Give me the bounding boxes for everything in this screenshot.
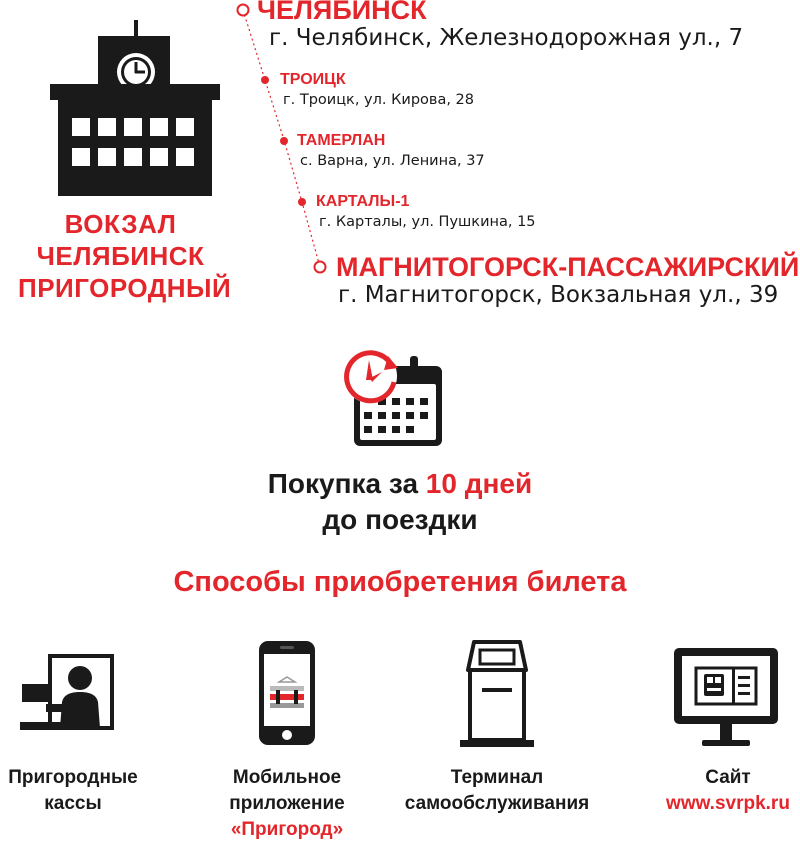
website-icon [672, 646, 780, 750]
method-label-line: кассы [44, 793, 102, 814]
station-name-line: ПРИГОРОДНЫЙ [18, 273, 232, 303]
terminal-icon [460, 640, 534, 750]
purchase-text: Покупка за [267, 468, 426, 499]
ticket-office-icon [20, 652, 116, 734]
method-label-line: Сайт [705, 767, 751, 788]
route-stop-marker [261, 76, 269, 84]
route-stop-name: ТРОИЦК [280, 71, 346, 88]
route-stop-name: ТАМЕРЛАН [297, 132, 386, 149]
route-stop [257, 0, 743, 52]
route-stop-address: г. Карталы, ул. Пушкина, 15 [319, 214, 536, 230]
route-stop-address: г. Челябинск, Железнодорожная ул., 7 [269, 25, 744, 51]
route-stop-marker [238, 5, 249, 16]
method-label-line: приложение [229, 793, 345, 814]
station-name-line: ЧЕЛЯБИНСК [36, 241, 205, 271]
route-stop-marker [298, 198, 306, 206]
method-label-mobile-app [177, 765, 397, 843]
route-stop-name: МАГНИТОГОРСК-ПАССАЖИРСКИЙ [336, 252, 800, 282]
method-label-line: Мобильное [232, 767, 342, 788]
route-stop [316, 192, 536, 232]
method-label-line: Терминал [450, 767, 544, 788]
route-stop-address: г. Магнитогорск, Вокзальная ул., 39 [338, 282, 779, 308]
route-stop-name: КАРТАЛЫ-1 [316, 193, 410, 210]
method-label-terminal [387, 765, 607, 817]
calendar-clock-icon [340, 348, 448, 450]
method-label-line: самообслуживания [404, 793, 590, 814]
method-label-line: Пригородные [8, 767, 138, 788]
route-stop-name: ЧЕЛЯБИНСК [257, 0, 427, 25]
route-stop-address: с. Варна, ул. Ленина, 37 [300, 153, 485, 169]
website-link[interactable]: www.svrpk.ru [666, 793, 790, 814]
methods-title: Способы приобретения билета [173, 566, 627, 598]
route-stop-marker [280, 137, 288, 145]
purchase-text-line2: до поездки [322, 504, 478, 535]
app-name[interactable]: «Пригород» [230, 819, 344, 840]
route-stop-marker [315, 262, 326, 273]
purchase-days: 10 дней [425, 468, 533, 499]
mobile-app-icon [258, 640, 316, 746]
route-stop [336, 253, 799, 309]
route-stop-address: г. Троицк, ул. Кирова, 28 [283, 92, 474, 108]
station-name-line: ВОКЗАЛ [64, 209, 177, 239]
route-stop [297, 131, 485, 171]
method-label-ticket-office [0, 765, 183, 817]
purchase-info [0, 466, 800, 538]
method-label-website [618, 765, 800, 817]
route-stop [280, 70, 474, 110]
